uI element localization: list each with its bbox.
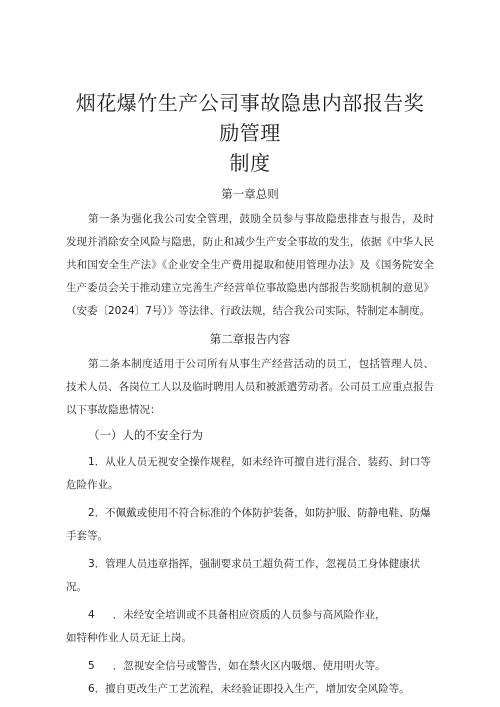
document-title [66,0,434,178]
chapter-heading-2: 第二章报告内容 [209,332,291,346]
article-1: 第一条为强化我公司安全管理，鼓励全员参与事故隐患排查与报告，及时发现并消除安全风险与隐患，防止和减少生产安全事故的发生，依据《中华人民共和国安全生产法》《企业安全生产费用提取和使用管理办法》及《国务院安全生产委员会关于推动建立完善生产经营单位事故隐患内部报告奖励机制的意见》（安委〔2024〕7号）》等法律、行政法规，结合我公司实际，特制定本制度。 [66,213,434,317]
list-item: 2．不佩戴或使用不符合标准的个体防护装备，如防护服、防静电鞋、防爆手套等。 [66,507,431,542]
list-item: 6．擅自更改生产工艺流程，未经验证即投入生产，增加安全风险等。 [88,683,410,695]
title-line-2: 制度 [229,151,271,175]
section-heading-1: （一）人的不安全行为 [88,428,203,442]
list-item: 1．从业人员无视安全操作规程，如未经许可擅自进行混合、装药、封口等危险作业。 [66,456,431,491]
chapter-heading-1: 第一章总则 [221,187,279,201]
list-item: 5 ．忽视安全信号或警告，如在禁火区内吸烟、使用明火等。 [88,660,386,672]
list-item: 3．管理人员违章指挥，强制要求员工超负荷工作，忽视员工身体健康状况。 [66,558,421,593]
list-item: 4 ．未经安全培训或不具备相应资质的人员参与高风险作业， 如特种作业人员无证上岗。 [66,609,386,644]
article-2: 第二条本制度适用于公司所有从事生产经营活动的员工，包括管理人员、技术人员、各岗位工人以及临时聘用人员和被派遣劳动者。公司员工应重点报告以下事故隐患情况： [66,358,434,416]
title-line-1: 烟花爆竹生产公司事故隐患内部报告奖励管理 [75,91,425,145]
